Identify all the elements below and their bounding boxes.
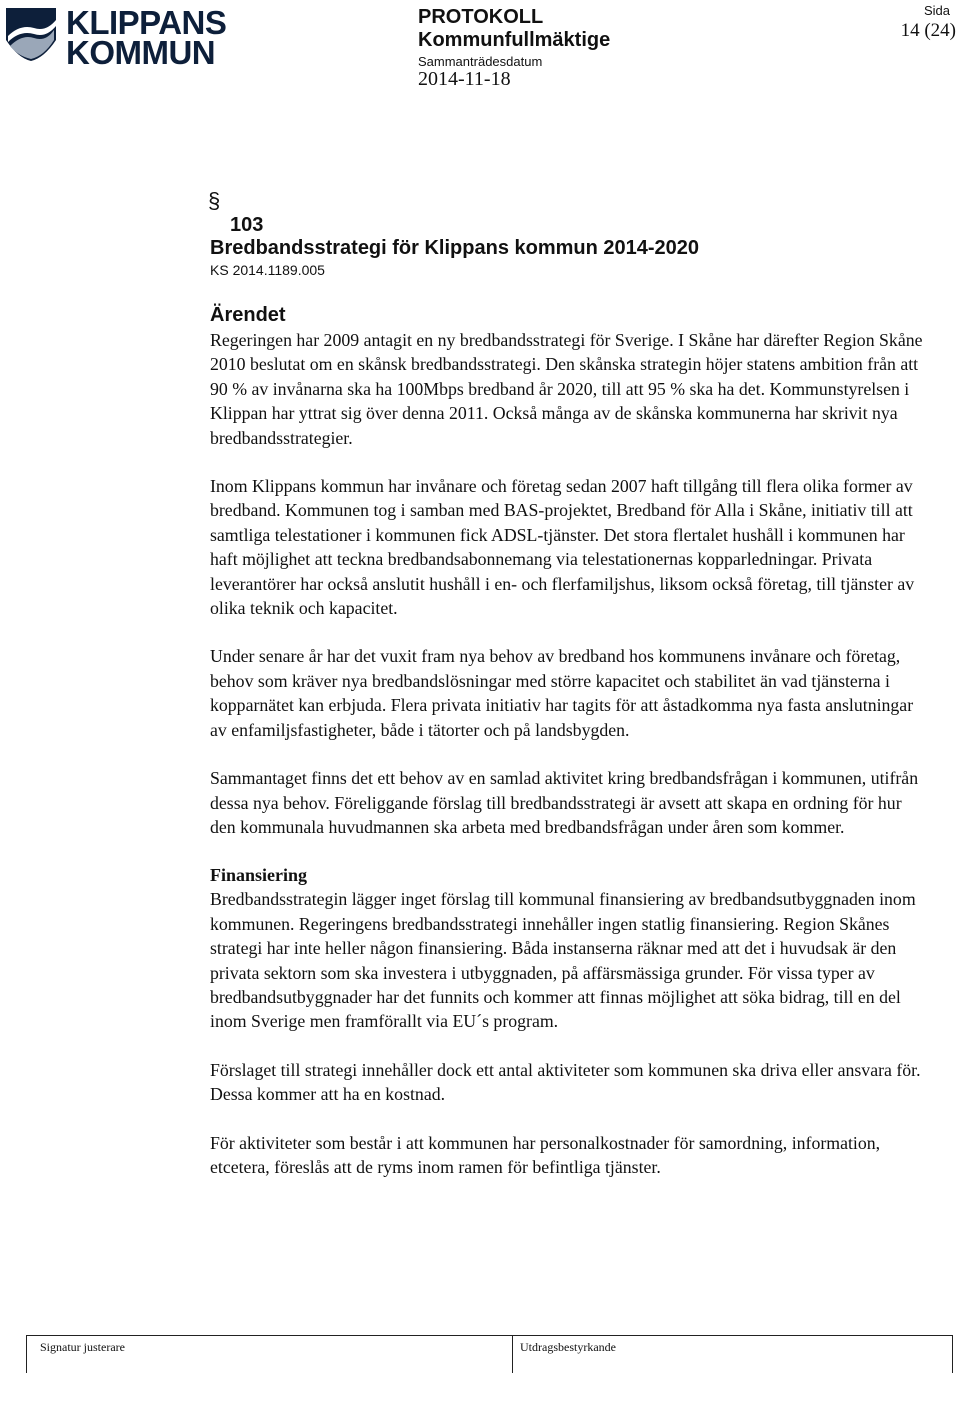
finansiering-paragraph: Bredbandsstrategin lägger inget förslag till kommunal finansiering av bredbandsutbyggnaden inom kommunen. Regeringens bredbandsstrategi innehåller ingen statlig finansiering. Region Skånes strategi har inte heller någon finansiering. Båda instanserna räknar med att det i huvudsak är den privata sektorn som ska investera i utbyggnaden, på affärsmässiga grunder. För vissa typer av bredbandsutbyggnader har det funnits och kommer att finnas möjlighet att söka bidrag, till en del inom Sverige men framförallt via EU´s program. (210, 889, 916, 1032)
meeting-body: Kommunfullmäktige (418, 29, 611, 51)
section-title: Bredbandsstrategi för Klippans kommun 2014-2020 (210, 237, 700, 259)
arendet-paragraph: Under senare år har det vuxit fram nya behov av bredband hos kommunens invånare och företag, behov som kräver nya bredbandslösningar med större kapacitet och stabilitet än vad tjänsterna i kopparnätet kan erbjuda. Flera privata initiativ har tagits för att åstadkomma nya fasta anslutningar av enfamiljsfastigheter, både i tätorter och på landsbygden. (210, 646, 914, 740)
arendet-paragraph: Inom Klippans kommun har invånare och företag sedan 2007 haft tillgång till flera olika former av bredband. Kommunen tog i samban med BAS-projektet, Bredband för Alla i Skåne, initiativ till att samtliga telestationer i kommunen fick ADSL-tjänster. Det stora flertalet hushåll i kommunen har haft möjlighet att teckna bredbandsabonnemang via telestationernas kopparledningar. Privata leverantörer har också anslutit hushåll i en- och flerfamiljshus, liksom också företag, till tjänster av olika teknik och kapacitet. (210, 476, 915, 619)
finansiering-paragraph: För aktiviteter som består i att kommunen har personalkostnader för samordning, information, etcetera, föreslås att de ryms inom ramen för befintliga tjänster. (210, 1132, 881, 1177)
arendet-heading: Ärendet (210, 304, 286, 326)
klippans-kommun-logo (4, 4, 227, 71)
meeting-date-label: Sammanträdesdatum (418, 54, 543, 69)
klippan-crest-icon (4, 6, 58, 62)
footer-divider-middle (512, 1335, 513, 1373)
protocol-body (210, 302, 930, 1179)
finansiering-paragraph: Förslaget till strategi innehåller dock ett antal aktiviteter som kommunen ska driva eller ansvara för. Dessa kommer att ha en kostnad. (210, 1059, 921, 1105)
arendet-paragraph: Sammantaget finns det ett behov av en samlad aktivitet kring bredbandsfrågan i kommunen, utifrån dessa nya behov. Föreliggande förslag till bredbandsstrategi är avsett att skapa en ordning för hur den kommunala huvudmannen ska arbeta med bredbandsfrågan under åren som kommer. (210, 768, 919, 837)
section-number: 103 (230, 214, 264, 236)
extract-certification-label: Utdragsbestyrkande (520, 1340, 616, 1354)
footer-rule (26, 1335, 952, 1336)
arendet-paragraph: Regeringen har 2009 antagit en ny bredbandsstrategi för Sverige. I Skåne har därefter Region Skåne 2010 beslutat om en skånsk bredbandsstrategi. Den skånska strategin höjer statens ambition från att 90 % av invånarna ska ha 100Mbps bredband år 2020, till att 95 % ska ha det. Kommunstyrelsen i Klippan har yttrat sig över denna 2011. Också många av de skånska kommunerna har skrivit nya bredbandsstrategier. (210, 330, 923, 448)
signature-label: Signatur justerare (40, 1340, 125, 1354)
footer-divider-left (26, 1335, 27, 1373)
document-type: PROTOKOLL (418, 6, 544, 28)
logo-wordmark-line2: KOMMUN (66, 34, 216, 71)
section-sign: § (208, 188, 221, 213)
meeting-date: 2014-11-18 (418, 68, 511, 90)
finansiering-heading: Finansiering (210, 865, 308, 886)
footer-divider-right (952, 1335, 953, 1373)
logo-wordmark-line1: KLIPPANS (66, 4, 227, 41)
page-label: Sida (923, 3, 950, 18)
case-number: KS 2014.1189.005 (210, 262, 325, 278)
page-number: 14 (24) (900, 20, 956, 41)
